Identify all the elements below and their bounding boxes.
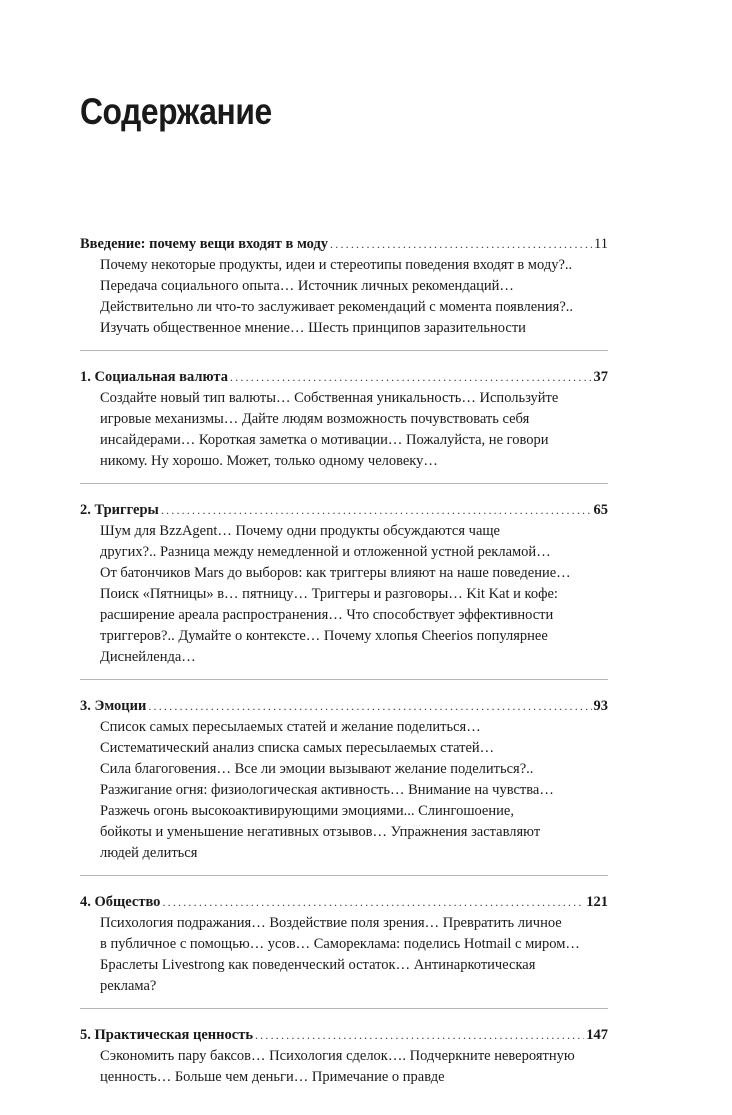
toc-section (80, 1025, 608, 1099)
toc-description-line: Почему некоторые продукты, идеи и стереотипы поведения входят в моду?.. (100, 257, 573, 273)
toc-description-line: других?.. Разница между немедленной и отложенной устной рекламой… (100, 544, 551, 560)
toc-section (80, 892, 608, 1009)
toc-section (80, 500, 608, 680)
dot-leader (330, 234, 592, 255)
toc-page-number: 65 (593, 502, 608, 518)
toc-entry[interactable] (80, 696, 608, 717)
toc-description-line: Передача социального опыта… Источник личных рекомендаций… (100, 278, 514, 294)
toc-description-line: Создайте новый тип валюты… Собственная уникальность… Используйте (100, 390, 559, 406)
toc-description-line: расширение ареала распространения… Что способствует эффективности (100, 607, 554, 623)
toc-description-line: Список самых пересылаемых статей и желание поделиться… (100, 719, 481, 735)
toc-section (80, 367, 608, 484)
toc-section-description (80, 388, 608, 472)
toc-page-number: 93 (593, 698, 608, 714)
toc-description-line: Действительно ли что-то заслуживает рекомендаций с момента появления?.. (100, 299, 574, 315)
toc-description-line: инсайдерами… Короткая заметка о мотивации… Пожалуйста, не говори (100, 432, 549, 448)
toc-section (80, 696, 608, 876)
toc-entry-title: 2. Триггеры (80, 502, 159, 518)
dot-leader (255, 1025, 584, 1046)
toc-description-line: Систематический анализ списка самых пересылаемых статей… (100, 740, 495, 756)
toc-description-line: ценность… Больше чем деньги… Примечание о правде (100, 1069, 445, 1085)
toc-section-description (80, 913, 608, 997)
toc-entry-title: 3. Эмоции (80, 698, 147, 714)
toc-description-line: Поиск «Пятницы» в… пятницу… Триггеры и разговоры… Kit Kat и кофе: (100, 586, 558, 602)
toc-entry-title: 5. Практическая ценность (80, 1027, 253, 1043)
toc-description-line: Изучать общественное мнение… Шесть принципов заразительности (100, 320, 526, 336)
toc-entry-title: 4. Общество (80, 894, 161, 910)
dot-leader (161, 500, 592, 521)
toc-entry[interactable] (80, 892, 608, 913)
toc-description-line: бойкоты и уменьшение негативных отзывов… Упражнения заставляют (100, 824, 541, 840)
toc-description-line: Шум для BzzAgent… Почему одни продукты обсуждаются чаще (100, 523, 500, 539)
toc-description-line: От батончиков Mars до выборов: как триггеры влияют на наше поведение… (100, 565, 571, 581)
toc-page-number: 147 (586, 1027, 608, 1043)
toc-description-line: Диснейленда… (100, 649, 196, 665)
toc-description-line: людей делиться (100, 845, 198, 861)
toc-description-line: игровые механизмы… Дайте людям возможность почувствовать себя (100, 411, 530, 427)
toc-description-line: Сила благоговения… Все ли эмоции вызывают желание поделиться?.. (100, 761, 534, 777)
toc-description-line: триггеров?.. Думайте о контексте… Почему хлопья Cheerios популярнее (100, 628, 548, 644)
toc-description-line: Психология подражания… Воздействие поля зрения… Превратить личное (100, 915, 562, 931)
toc-page-number: 37 (593, 369, 608, 385)
toc-description-line: никому. Ну хорошо. Может, только одному человеку… (100, 453, 438, 469)
toc-section-description (80, 717, 608, 864)
dot-leader (230, 367, 592, 388)
toc-entry[interactable] (80, 500, 608, 521)
toc-section-description (80, 521, 608, 668)
toc-description-line: Браслеты Livestrong как поведенческий остаток… Антинаркотическая (100, 957, 536, 973)
toc-section (80, 234, 608, 351)
toc-description-line: Разжечь огонь высокоактивирующими эмоциями... Слингошоение, (100, 803, 514, 819)
dot-leader (148, 696, 591, 717)
dot-leader (162, 892, 584, 913)
toc-entry-title: 1. Социальная валюта (80, 369, 228, 385)
toc-section-description (80, 1046, 608, 1088)
toc-entry[interactable] (80, 367, 608, 388)
table-of-contents (80, 234, 608, 1115)
toc-description-line: Сэкономить пару баксов… Психология сделок…. Подчеркните невероятную (100, 1048, 575, 1064)
page-title: Содержание (80, 91, 272, 132)
toc-entry-title: Введение: почему вещи входят в моду (80, 236, 329, 252)
toc-description-line: в публичное с помощью… усов… Самореклама: поделись Hotmail с миром… (100, 936, 580, 952)
toc-page-number: 121 (586, 894, 608, 910)
toc-entry[interactable] (80, 1025, 608, 1046)
toc-description-line: реклама? (100, 978, 157, 994)
toc-entry[interactable] (80, 234, 608, 255)
toc-description-line: Разжигание огня: физиологическая активность… Внимание на чувства… (100, 782, 554, 798)
toc-page-number: 11 (594, 236, 608, 252)
toc-section-description (80, 255, 608, 339)
